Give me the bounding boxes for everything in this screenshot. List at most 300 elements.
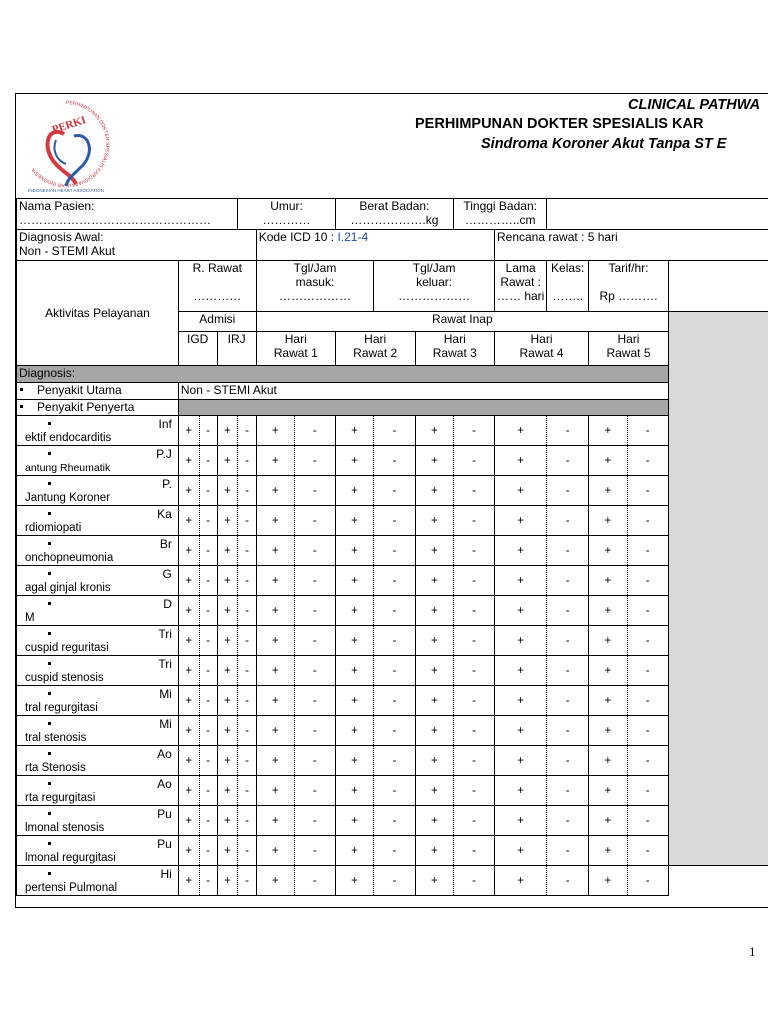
plus-checkbox[interactable]: + <box>494 506 546 536</box>
plus-checkbox[interactable]: + <box>178 446 199 476</box>
minus-checkbox[interactable]: - <box>547 776 589 806</box>
plus-checkbox[interactable]: + <box>415 686 453 716</box>
plus-checkbox[interactable]: + <box>256 596 294 626</box>
plus-checkbox[interactable]: + <box>494 866 546 896</box>
minus-checkbox[interactable]: - <box>199 506 217 536</box>
comorbidity-prefix: Ka <box>157 507 172 521</box>
comorbidity-label <box>17 596 179 626</box>
rawat-label: Rawat 1 <box>273 346 318 360</box>
plus-checkbox[interactable]: + <box>256 716 294 746</box>
minus-checkbox[interactable]: - <box>199 806 217 836</box>
comorbidity-row <box>17 776 768 806</box>
minus-checkbox[interactable]: - <box>374 836 415 866</box>
plus-checkbox[interactable]: + <box>494 416 546 446</box>
hari-label: Hari <box>530 332 553 346</box>
minus-checkbox[interactable]: - <box>374 746 415 776</box>
plus-checkbox[interactable]: + <box>589 476 627 506</box>
minus-checkbox[interactable]: - <box>374 656 415 686</box>
plus-checkbox[interactable]: + <box>178 626 199 656</box>
minus-checkbox[interactable]: - <box>627 716 668 746</box>
minus-checkbox[interactable]: - <box>454 746 495 776</box>
tgl-keluar-dots[interactable]: ……………… <box>398 289 471 303</box>
minus-checkbox[interactable]: - <box>238 446 256 476</box>
page-number: 1 <box>749 944 756 959</box>
plus-checkbox[interactable]: + <box>335 476 373 506</box>
plus-checkbox[interactable]: + <box>178 746 199 776</box>
minus-checkbox[interactable]: - <box>199 476 217 506</box>
plus-checkbox[interactable]: + <box>256 446 294 476</box>
minus-checkbox[interactable]: - <box>294 686 335 716</box>
lama-label: Lama <box>505 261 536 275</box>
plus-checkbox[interactable]: + <box>335 416 373 446</box>
comorbidity-suffix: rta regurgitasi <box>25 792 96 804</box>
comorbidity-label <box>17 776 179 806</box>
plus-checkbox[interactable]: + <box>256 836 294 866</box>
minus-checkbox[interactable]: - <box>238 836 256 866</box>
plus-checkbox[interactable]: + <box>335 536 373 566</box>
comorbidity-label <box>17 506 179 536</box>
minus-checkbox[interactable]: - <box>238 536 256 566</box>
plus-checkbox[interactable]: + <box>217 866 238 896</box>
minus-checkbox[interactable]: - <box>547 656 589 686</box>
tinggi-badan-cell[interactable] <box>454 199 547 230</box>
r-rawat-dots[interactable]: ………… <box>193 289 242 303</box>
plus-checkbox[interactable]: + <box>217 416 238 446</box>
minus-checkbox[interactable]: - <box>199 626 217 656</box>
plus-checkbox[interactable]: + <box>589 566 627 596</box>
penyakit-utama-row <box>17 383 768 400</box>
plus-checkbox[interactable]: + <box>335 596 373 626</box>
minus-checkbox[interactable]: - <box>294 746 335 776</box>
rawat-inap-header: Rawat Inap <box>256 312 668 332</box>
plus-checkbox[interactable]: + <box>415 416 453 446</box>
minus-checkbox[interactable]: - <box>374 446 415 476</box>
minus-checkbox[interactable]: - <box>627 536 668 566</box>
minus-checkbox[interactable]: - <box>238 506 256 536</box>
plus-checkbox[interactable]: + <box>335 716 373 746</box>
plus-checkbox[interactable]: + <box>589 866 627 896</box>
minus-checkbox[interactable]: - <box>199 836 217 866</box>
minus-checkbox[interactable]: - <box>627 566 668 596</box>
plus-checkbox[interactable]: + <box>335 656 373 686</box>
minus-checkbox[interactable]: - <box>627 866 668 896</box>
minus-checkbox[interactable]: - <box>199 536 217 566</box>
plus-checkbox[interactable]: + <box>335 686 373 716</box>
plus-checkbox[interactable]: + <box>415 836 453 866</box>
plus-checkbox[interactable]: + <box>217 596 238 626</box>
plus-checkbox[interactable]: + <box>589 656 627 686</box>
plus-checkbox[interactable]: + <box>494 746 546 776</box>
plus-checkbox[interactable]: + <box>335 806 373 836</box>
minus-checkbox[interactable]: - <box>547 626 589 656</box>
minus-checkbox[interactable]: - <box>199 566 217 596</box>
minus-checkbox[interactable]: - <box>627 686 668 716</box>
kelas-label: Kelas: <box>551 261 585 275</box>
plus-checkbox[interactable]: + <box>178 566 199 596</box>
plus-checkbox[interactable]: + <box>494 626 546 656</box>
minus-checkbox[interactable]: - <box>238 716 256 746</box>
minus-checkbox[interactable]: - <box>454 716 495 746</box>
lama-rawat-header <box>494 261 546 312</box>
plus-checkbox[interactable]: + <box>589 716 627 746</box>
minus-checkbox[interactable]: - <box>238 626 256 656</box>
plus-checkbox[interactable]: + <box>589 626 627 656</box>
minus-checkbox[interactable]: - <box>454 626 495 656</box>
comorbidity-prefix: P. <box>162 477 172 491</box>
lama-dots[interactable]: …… hari <box>496 289 545 303</box>
plus-checkbox[interactable]: + <box>335 626 373 656</box>
plus-checkbox[interactable]: + <box>217 746 238 776</box>
plus-checkbox[interactable]: + <box>178 476 199 506</box>
kelas-dots[interactable]: …….. <box>552 289 584 303</box>
comorbidity-label <box>17 446 179 476</box>
comorbidity-label <box>17 656 179 686</box>
plus-checkbox[interactable]: + <box>178 656 199 686</box>
rawat-label: Rawat 4 <box>519 346 564 360</box>
minus-checkbox[interactable]: - <box>199 446 217 476</box>
plus-checkbox[interactable]: + <box>217 626 238 656</box>
minus-checkbox[interactable]: - <box>627 836 668 866</box>
plus-checkbox[interactable]: + <box>256 806 294 836</box>
bullet-icon <box>48 842 51 845</box>
comorbidity-prefix: Ao <box>157 747 172 761</box>
tgl-masuk-header <box>256 261 374 312</box>
r-rawat-label: R. Rawat <box>192 261 242 275</box>
minus-checkbox[interactable]: - <box>199 866 217 896</box>
berat-badan-dots: ……………….kg <box>350 213 439 227</box>
minus-checkbox[interactable]: - <box>374 776 415 806</box>
plus-checkbox[interactable]: + <box>494 536 546 566</box>
minus-checkbox[interactable]: - <box>238 746 256 776</box>
minus-checkbox[interactable]: - <box>547 536 589 566</box>
plus-checkbox[interactable]: + <box>589 746 627 776</box>
plus-checkbox[interactable]: + <box>415 476 453 506</box>
minus-checkbox[interactable]: - <box>547 746 589 776</box>
blank-header-cell <box>668 261 768 312</box>
minus-checkbox[interactable]: - <box>454 536 495 566</box>
plus-checkbox[interactable]: + <box>589 536 627 566</box>
plus-checkbox[interactable]: + <box>256 416 294 446</box>
plus-checkbox[interactable]: + <box>256 476 294 506</box>
minus-checkbox[interactable]: - <box>238 656 256 686</box>
minus-checkbox[interactable]: - <box>374 866 415 896</box>
comorbidity-row <box>17 716 768 746</box>
kelas-header <box>547 261 589 312</box>
plus-checkbox[interactable]: + <box>178 416 199 446</box>
plus-checkbox[interactable]: + <box>415 716 453 746</box>
minus-checkbox[interactable]: - <box>238 596 256 626</box>
plus-checkbox[interactable]: + <box>335 746 373 776</box>
penyakit-utama-text: Penyakit Utama <box>37 383 122 397</box>
minus-checkbox[interactable]: - <box>374 716 415 746</box>
plus-checkbox[interactable]: + <box>335 776 373 806</box>
comorbidity-prefix: D <box>163 597 172 611</box>
minus-checkbox[interactable]: - <box>627 416 668 446</box>
nama-pasien-cell[interactable] <box>17 199 238 230</box>
minus-checkbox[interactable]: - <box>454 506 495 536</box>
minus-checkbox[interactable]: - <box>454 416 495 446</box>
umur-cell[interactable] <box>238 199 335 230</box>
plus-checkbox[interactable]: + <box>589 416 627 446</box>
minus-checkbox[interactable]: - <box>374 596 415 626</box>
minus-checkbox[interactable]: - <box>294 566 335 596</box>
plus-checkbox[interactable]: + <box>217 776 238 806</box>
hari-rawat-3-header <box>415 332 494 366</box>
plus-checkbox[interactable]: + <box>178 836 199 866</box>
minus-checkbox[interactable]: - <box>547 476 589 506</box>
minus-checkbox[interactable]: - <box>627 476 668 506</box>
plus-checkbox[interactable]: + <box>589 686 627 716</box>
minus-checkbox[interactable]: - <box>454 596 495 626</box>
plus-checkbox[interactable]: + <box>415 536 453 566</box>
tarif-dots[interactable]: Rp ………. <box>599 289 658 303</box>
minus-checkbox[interactable]: - <box>547 506 589 536</box>
plus-checkbox[interactable]: + <box>178 716 199 746</box>
minus-checkbox[interactable]: - <box>627 446 668 476</box>
nama-pasien-label: Nama Pasien: <box>19 199 95 213</box>
plus-checkbox[interactable]: + <box>178 506 199 536</box>
minus-checkbox[interactable]: - <box>199 686 217 716</box>
plus-checkbox[interactable]: + <box>415 446 453 476</box>
tgl-masuk-dots[interactable]: ……………… <box>278 289 351 303</box>
comorbidity-prefix: Br <box>159 537 172 551</box>
plus-checkbox[interactable]: + <box>494 776 546 806</box>
minus-checkbox[interactable]: - <box>627 746 668 776</box>
igd-header: IGD <box>178 332 217 366</box>
minus-checkbox[interactable]: - <box>547 836 589 866</box>
minus-checkbox[interactable]: - <box>374 416 415 446</box>
minus-checkbox[interactable]: - <box>627 656 668 686</box>
lama-label-2: Rawat : <box>500 275 541 289</box>
plus-checkbox[interactable]: + <box>494 476 546 506</box>
minus-checkbox[interactable]: - <box>199 596 217 626</box>
plus-checkbox[interactable]: + <box>335 836 373 866</box>
plus-checkbox[interactable]: + <box>335 446 373 476</box>
plus-checkbox[interactable]: + <box>415 566 453 596</box>
plus-checkbox[interactable]: + <box>494 806 546 836</box>
minus-checkbox[interactable]: - <box>547 566 589 596</box>
plus-checkbox[interactable]: + <box>415 596 453 626</box>
minus-checkbox[interactable]: - <box>199 656 217 686</box>
bullet-icon <box>48 482 51 485</box>
plus-checkbox[interactable]: + <box>256 656 294 686</box>
plus-checkbox[interactable]: + <box>256 566 294 596</box>
minus-checkbox[interactable]: - <box>547 596 589 626</box>
minus-checkbox[interactable]: - <box>547 686 589 716</box>
plus-checkbox[interactable]: + <box>178 866 199 896</box>
diagnosis-section-row <box>17 366 768 383</box>
minus-checkbox[interactable]: - <box>547 416 589 446</box>
plus-checkbox[interactable]: + <box>415 806 453 836</box>
minus-checkbox[interactable]: - <box>374 686 415 716</box>
minus-checkbox[interactable]: - <box>374 476 415 506</box>
minus-checkbox[interactable]: - <box>627 776 668 806</box>
column-header-row <box>17 261 768 312</box>
bullet-icon <box>48 572 51 575</box>
plus-checkbox[interactable]: + <box>217 536 238 566</box>
minus-checkbox[interactable]: - <box>454 686 495 716</box>
minus-checkbox[interactable]: - <box>238 776 256 806</box>
plus-checkbox[interactable]: + <box>494 836 546 866</box>
minus-checkbox[interactable]: - <box>374 806 415 836</box>
plus-checkbox[interactable]: + <box>415 506 453 536</box>
minus-checkbox[interactable]: - <box>294 626 335 656</box>
hari-label: Hari <box>617 332 640 346</box>
plus-checkbox[interactable]: + <box>256 866 294 896</box>
plus-checkbox[interactable]: + <box>494 656 546 686</box>
minus-checkbox[interactable]: - <box>627 506 668 536</box>
minus-checkbox[interactable]: - <box>294 806 335 836</box>
plus-checkbox[interactable]: + <box>217 686 238 716</box>
plus-checkbox[interactable]: + <box>217 806 238 836</box>
minus-checkbox[interactable]: - <box>199 416 217 446</box>
plus-checkbox[interactable]: + <box>178 806 199 836</box>
minus-checkbox[interactable]: - <box>294 596 335 626</box>
rawat-label: Rawat 5 <box>606 346 651 360</box>
minus-checkbox[interactable]: - <box>454 656 495 686</box>
berat-badan-cell[interactable] <box>335 199 453 230</box>
plus-checkbox[interactable]: + <box>589 506 627 536</box>
comorbidity-prefix: Pu <box>157 807 172 821</box>
grey-side-column <box>668 312 768 866</box>
minus-checkbox[interactable]: - <box>294 716 335 746</box>
umur-dots: ………… <box>262 213 311 227</box>
minus-checkbox[interactable]: - <box>294 776 335 806</box>
plus-checkbox[interactable]: + <box>335 506 373 536</box>
minus-checkbox[interactable]: - <box>454 446 495 476</box>
plus-checkbox[interactable]: + <box>335 866 373 896</box>
plus-checkbox[interactable]: + <box>589 836 627 866</box>
minus-checkbox[interactable]: - <box>547 866 589 896</box>
minus-checkbox[interactable]: - <box>238 416 256 446</box>
plus-checkbox[interactable]: + <box>256 626 294 656</box>
plus-checkbox[interactable]: + <box>217 656 238 686</box>
logo-ring-text-2: INDONESIAN HEART ASSOCIATION <box>28 188 104 193</box>
minus-checkbox[interactable]: - <box>454 566 495 596</box>
plus-checkbox[interactable]: + <box>589 776 627 806</box>
comorbidity-suffix: rta Stenosis <box>25 762 86 774</box>
plus-checkbox[interactable]: + <box>589 596 627 626</box>
minus-checkbox[interactable]: - <box>374 506 415 536</box>
minus-checkbox[interactable]: - <box>294 476 335 506</box>
bullet-icon <box>48 452 51 455</box>
minus-checkbox[interactable]: - <box>294 836 335 866</box>
comorbidity-prefix: Pu <box>157 837 172 851</box>
minus-checkbox[interactable]: - <box>238 806 256 836</box>
plus-checkbox[interactable]: + <box>494 596 546 626</box>
comorbidity-row <box>17 446 768 476</box>
minus-checkbox[interactable]: - <box>199 776 217 806</box>
minus-checkbox[interactable]: - <box>547 446 589 476</box>
plus-checkbox[interactable]: + <box>217 836 238 866</box>
plus-checkbox[interactable]: + <box>256 686 294 716</box>
plus-checkbox[interactable]: + <box>589 806 627 836</box>
minus-checkbox[interactable]: - <box>374 536 415 566</box>
comorbidity-suffix: lmonal regurgitasi <box>25 852 116 864</box>
minus-checkbox[interactable]: - <box>627 626 668 656</box>
minus-checkbox[interactable]: - <box>238 476 256 506</box>
comorbidity-suffix: rdiomiopati <box>25 522 82 534</box>
plus-checkbox[interactable]: + <box>256 746 294 776</box>
minus-checkbox[interactable]: - <box>294 536 335 566</box>
minus-checkbox[interactable]: - <box>294 416 335 446</box>
comorbidity-label <box>17 536 179 566</box>
perki-logo <box>16 94 116 198</box>
minus-checkbox[interactable]: - <box>374 626 415 656</box>
minus-checkbox[interactable]: - <box>454 836 495 866</box>
minus-checkbox[interactable]: - <box>547 716 589 746</box>
bullet-icon <box>48 752 51 755</box>
plus-checkbox[interactable]: + <box>415 626 453 656</box>
minus-checkbox[interactable]: - <box>454 806 495 836</box>
plus-checkbox[interactable]: + <box>256 776 294 806</box>
plus-checkbox[interactable]: + <box>256 536 294 566</box>
plus-checkbox[interactable]: + <box>178 536 199 566</box>
blank-cell <box>547 199 768 230</box>
hari-rawat-2-header <box>335 332 415 366</box>
diagnosis-awal-value: Non - STEMI Akut <box>19 244 116 258</box>
bullet-icon <box>48 542 51 545</box>
comorbidity-row <box>17 746 768 776</box>
plus-checkbox[interactable]: + <box>494 446 546 476</box>
minus-checkbox[interactable]: - <box>454 476 495 506</box>
minus-checkbox[interactable]: - <box>374 566 415 596</box>
minus-checkbox[interactable]: - <box>238 566 256 596</box>
minus-checkbox[interactable]: - <box>199 746 217 776</box>
plus-checkbox[interactable]: + <box>589 446 627 476</box>
rencana-rawat-text: Rencana rawat : 5 hari <box>496 230 618 244</box>
plus-checkbox[interactable]: + <box>217 506 238 536</box>
minus-checkbox[interactable]: - <box>547 806 589 836</box>
plus-checkbox[interactable]: + <box>217 476 238 506</box>
plus-checkbox[interactable]: + <box>494 686 546 716</box>
minus-checkbox[interactable]: - <box>294 506 335 536</box>
minus-checkbox[interactable]: - <box>199 716 217 746</box>
irj-header: IRJ <box>217 332 256 366</box>
plus-checkbox[interactable]: + <box>217 446 238 476</box>
minus-checkbox[interactable]: - <box>454 866 495 896</box>
comorbidity-row <box>17 536 768 566</box>
plus-checkbox[interactable]: + <box>415 776 453 806</box>
minus-checkbox[interactable]: - <box>238 866 256 896</box>
plus-checkbox[interactable]: + <box>494 716 546 746</box>
plus-checkbox[interactable]: + <box>217 566 238 596</box>
comorbidity-suffix: cuspid stenosis <box>25 672 104 684</box>
plus-checkbox[interactable]: + <box>178 596 199 626</box>
bullet-icon <box>48 812 51 815</box>
minus-checkbox[interactable]: - <box>627 596 668 626</box>
plus-checkbox[interactable]: + <box>335 566 373 596</box>
plus-checkbox[interactable]: + <box>494 566 546 596</box>
plus-checkbox[interactable]: + <box>256 506 294 536</box>
comorbidity-prefix: Mi <box>159 687 172 701</box>
clinical-pathway-form <box>15 93 768 908</box>
minus-checkbox[interactable]: - <box>454 776 495 806</box>
plus-checkbox[interactable]: + <box>217 716 238 746</box>
plus-checkbox[interactable]: + <box>415 746 453 776</box>
minus-checkbox[interactable]: - <box>294 656 335 686</box>
plus-checkbox[interactable]: + <box>178 686 199 716</box>
plus-checkbox[interactable]: + <box>415 866 453 896</box>
comorbidity-suffix: antung Rheumatik <box>25 462 111 474</box>
minus-checkbox[interactable]: - <box>627 806 668 836</box>
minus-checkbox[interactable]: - <box>238 686 256 716</box>
minus-checkbox[interactable]: - <box>294 446 335 476</box>
minus-checkbox[interactable]: - <box>294 866 335 896</box>
plus-checkbox[interactable]: + <box>415 656 453 686</box>
plus-checkbox[interactable]: + <box>178 776 199 806</box>
kode-icd-cell <box>256 230 494 261</box>
